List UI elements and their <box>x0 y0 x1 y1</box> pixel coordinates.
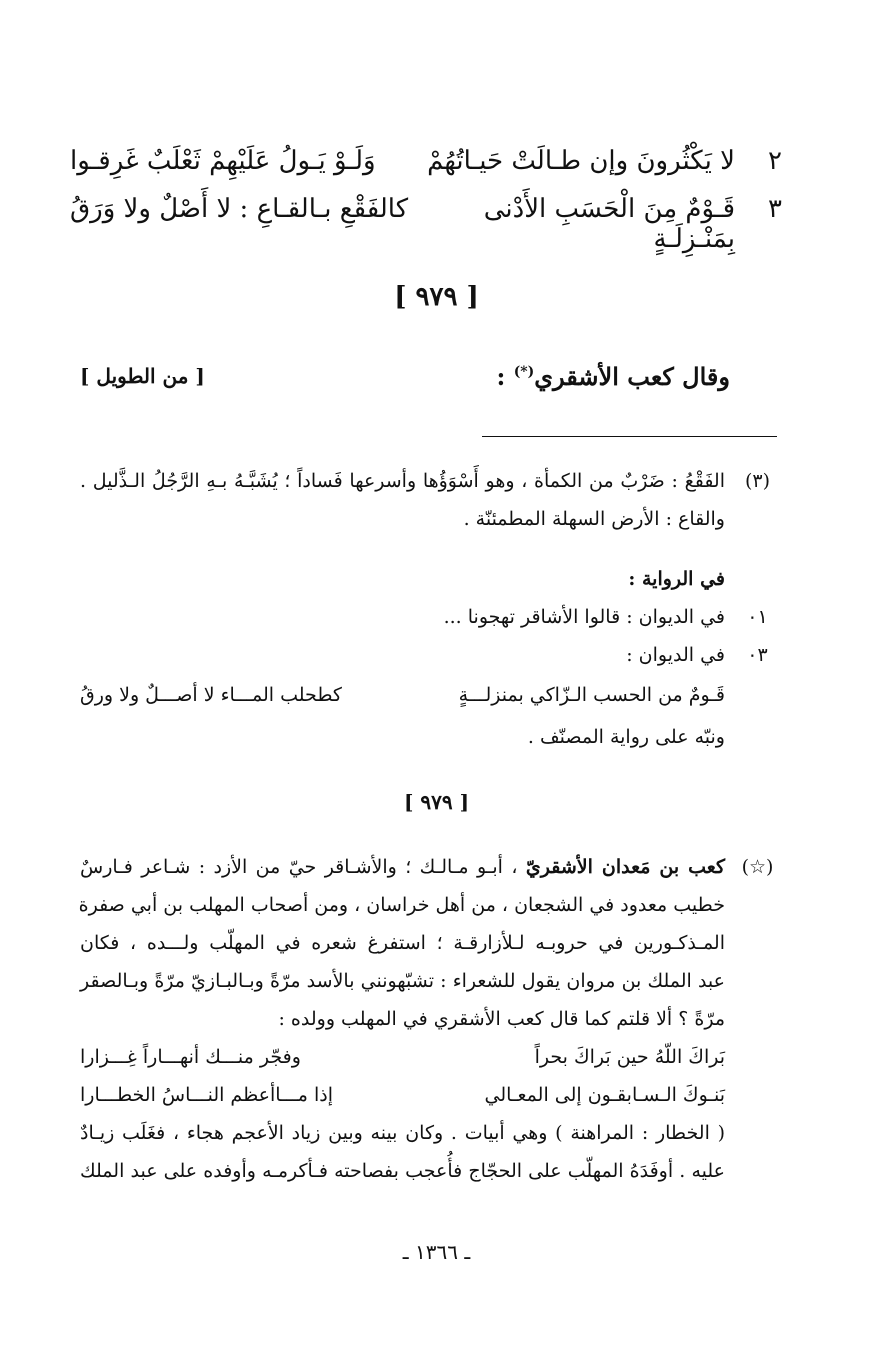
footnote-3 <box>80 462 780 542</box>
biography-line: ( الخطار : المراهنة ) وهي أبيات . وكان بينه وبين زياد الأعجم هجاء ، فغَلَب زيـادٌ <box>80 1122 725 1144</box>
verse-first-hemistich: بَراكَ اللّهُ حين بَراكَ بحراً <box>534 1046 725 1068</box>
footnote-line: الفَقْعُ : ضَرْبٌ من الكمأة ، وهو أَسْوَؤُها وأسرعها فَساداً ؛ يُشَبَّـهُ بـهِ الرَّجُلُ الـذَّليل . <box>80 470 725 492</box>
verse-second-hemistich: إذا مـــاأعظم النـــاسُ الخطـــارا <box>80 1084 333 1106</box>
footnote-divider <box>482 436 777 437</box>
verse-first-hemistich: قَـومٌ من الحسب الـزّاكي بمنزلـــةٍ <box>458 684 725 706</box>
poem-intro <box>80 362 730 402</box>
riwaya-verse <box>80 676 725 714</box>
riwaya-heading: في الرواية : <box>628 568 725 590</box>
verse-first-hemistich: بَنـوكَ الـسـابقـون إلى المعـالي <box>484 1084 725 1106</box>
biography-body <box>80 848 725 1190</box>
footnote-marker: (٣) <box>744 470 771 492</box>
poem-number-footnote: [ ٩٧٩ ] <box>403 790 470 814</box>
riwaya-item-text: في الديوان : <box>626 644 725 666</box>
verse-second-hemistich: وفجّر منـــك أنهـــاراً غِـــزارا <box>80 1046 301 1068</box>
verse-number: ٣ <box>768 194 782 224</box>
biography-note <box>80 848 780 1228</box>
verse-row-3 <box>70 194 790 254</box>
verse-first-hemistich: لا يَكْثُرونَ وإن طـالَتْ حَيـاتُهُمْ <box>427 146 735 176</box>
verse-second-hemistich: وَلَـوْ يَـولُ عَلَيْهِمْ ثَعْلَبٌ غَرِقـوا <box>70 146 376 176</box>
biography-verse <box>80 1038 725 1076</box>
riwaya-item-number: ٠٣ <box>747 644 768 666</box>
riwaya-item-text: في الديوان : قالوا الأشاقر تهجونا ... <box>443 606 725 628</box>
verse-second-hemistich: كالفَقْعِ بـالقـاعِ : لا أَصْلٌ ولا وَرَقُ <box>70 194 409 224</box>
biography-verse <box>80 1076 725 1114</box>
footnote-line: والقاع : الأرض السهلة المطمئنّة . <box>463 508 725 530</box>
poet-name: كعب بن مَعدان الأشقريّ <box>525 856 725 878</box>
poem-meter: [ من الطويل ] <box>80 364 205 388</box>
poem-number: [ ٩٧٩ ] <box>394 282 479 312</box>
intro-heading: وقال كعب الأشقري(*) : <box>496 362 730 391</box>
verse-number: ٢ <box>768 146 782 176</box>
biography-line: خطيب معدود في الشجعان ، من أهل خراسان ، ومن أصحاب المهلب بن أبي صفرة <box>78 894 725 916</box>
footnote-marker: (☆) <box>741 856 774 878</box>
verse-row-2 <box>70 146 790 196</box>
riwaya-section <box>80 560 780 790</box>
verse-second-hemistich: كطحلب المـــاء لا أصـــلٌ ولا ورقُ <box>80 684 342 706</box>
riwaya-item-number: ٠١ <box>747 606 768 628</box>
page-number: ـ ١٣٦٦ ـ <box>402 1240 471 1264</box>
footnote-body <box>80 462 725 538</box>
footnote-star: (*) <box>513 364 535 380</box>
biography-line: عبد الملك بن مروان يقول للشعراء : تشبّهونني بالأسد مرّةً وبـالبـازيّ مرّةً وبـالصقر <box>80 970 725 992</box>
riwaya-closing: ونبّه على رواية المصنّف . <box>527 726 725 748</box>
biography-line: مرّةً ؟ ألا قلتم كما قال كعب الأشقري في المهلب وولده : <box>278 1008 725 1030</box>
biography-line: عليه . أوفَدَهُ المهلّب على الحجّاج فأُعجب بفصاحته فـأكرمـه وأوفده على عبد الملك <box>80 1160 725 1182</box>
verse-first-hemistich: قَـوْمٌ مِنَ الْحَسَبِ الأَدْنى بِمَنْـزِلَـةٍ <box>483 194 735 254</box>
biography-line: المـذكـورين في حروبـه لـلأزارقـة ؛ استفرغ شعره في المهلّب ولـــده ، فكان <box>80 932 725 954</box>
biography-line: كعب بن مَعدان الأشقريّ ، أبـو مـالـك ؛ والأشـاقر حيّ من الأزد : شـاعر فـارسٌ <box>80 856 725 878</box>
